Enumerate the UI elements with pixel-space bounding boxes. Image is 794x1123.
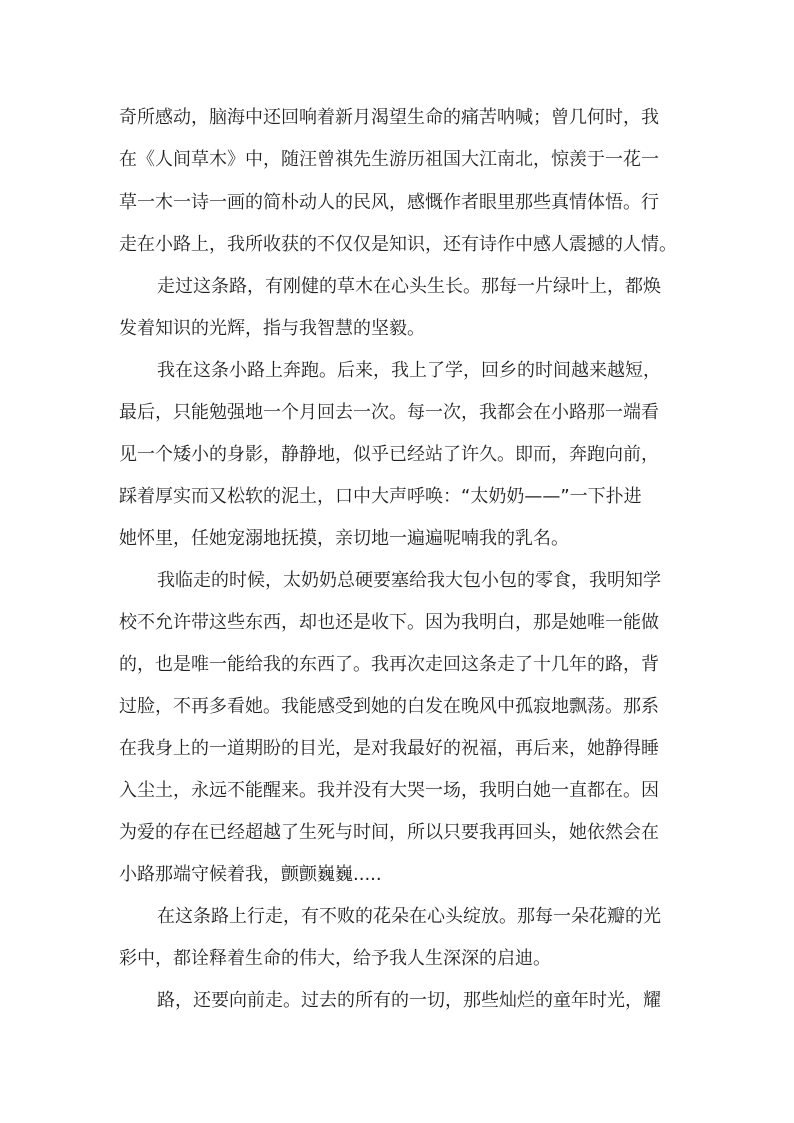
text-line-content: 发着知识的光辉，指与我智慧的坚毅。 (119, 318, 425, 339)
text-line-content: 小路那端守候着我，颤颤巍巍..... (119, 864, 382, 885)
text-line-content: 过脸，不再多看她。我能感受到她的白发在晚风中孤寂地飘荡。那系 (119, 696, 659, 717)
text-line-content: 在这条路上行走，有不败的花朵在心头绽放。那每一朵花瓣的光 (157, 906, 661, 927)
text-line-content: 在我身上的一道期盼的目光，是对我最好的祝福，再后来，她静得睡 (119, 738, 659, 759)
text-line-content: 见一个矮小的身影，静静地，似乎已经站了许久。即而，奔跑向前， (119, 444, 659, 465)
text-line-content: 走过这条路，有刚健的草木在心头生长。那每一片绿叶上，都焕 (157, 276, 661, 297)
text-line-content: 入尘土，永远不能醒来。我并没有大哭一场，我明白她一直都在。因 (119, 780, 659, 801)
text-line-content: 她怀里，任她宠溺地抚摸，亲切地一遍遍呢喃我的乳名。 (119, 528, 569, 549)
text-line-content: 草一木一诗一画的简朴动人的民风，感慨作者眼里那些真情体悟。行 (119, 192, 659, 213)
text-line (0, 314, 794, 344)
text-line-content: 彩中，都诠释着生命的伟大，给予我人生深深的启迪。 (119, 948, 551, 969)
text-line (0, 650, 794, 680)
text-line (0, 734, 794, 764)
text-line (0, 482, 794, 512)
text-line (0, 230, 794, 260)
text-line (0, 692, 794, 722)
text-line (0, 818, 794, 848)
text-line (0, 145, 794, 175)
text-line-content: 走在小路上，我所收获的不仅仅是知识，还有诗作中感人震撼的人情。 (119, 234, 677, 255)
text-line-content: 为爱的存在已经超越了生死与时间，所以只要我再回头，她依然会在 (119, 822, 659, 843)
text-line-content: 路，还要向前走。过去的所有的一切，那些灿烂的童年时光，耀 (157, 990, 661, 1011)
paragraph-first-line (0, 566, 794, 596)
text-line-content: 我在这条小路上奔跑。后来，我上了学，回乡的时间越来越短， (157, 360, 661, 381)
text-line (0, 440, 794, 470)
text-line-content: 踩着厚实而又松软的泥土，口中大声呼唤：“太奶奶——”一下扑进 (119, 486, 642, 507)
paragraph-first-line (0, 272, 794, 302)
text-line (0, 944, 794, 974)
text-line (0, 776, 794, 806)
text-line-content: 的，也是唯一能给我的东西了。我再次走回这条走了十几年的路，背 (119, 654, 659, 675)
text-line-content: 我临走的时候，太奶奶总硬要塞给我大包小包的零食，我明知学 (157, 570, 661, 591)
paragraph-first-line (0, 902, 794, 932)
text-line-content: 在《人间草木》中，随汪曾祺先生游历祖国大江南北，惊羡于一花一 (119, 149, 659, 170)
text-line (0, 860, 794, 890)
text-line-content: 校不允许带这些东西，却也还是收下。因为我明白，那是她唯一能做 (119, 612, 659, 633)
text-line (0, 398, 794, 428)
text-line (0, 608, 794, 638)
text-line-content: 奇所感动，脑海中还回响着新月渴望生命的痛苦呐喊；曾几何时，我 (119, 107, 659, 128)
text-line (0, 188, 794, 218)
text-line (0, 103, 794, 133)
paragraph-first-line (0, 356, 794, 386)
paragraph-first-line (0, 986, 794, 1016)
text-line (0, 524, 794, 554)
text-line-content: 最后，只能勉强地一个月回去一次。每一次，我都会在小路那一端看 (119, 402, 659, 423)
